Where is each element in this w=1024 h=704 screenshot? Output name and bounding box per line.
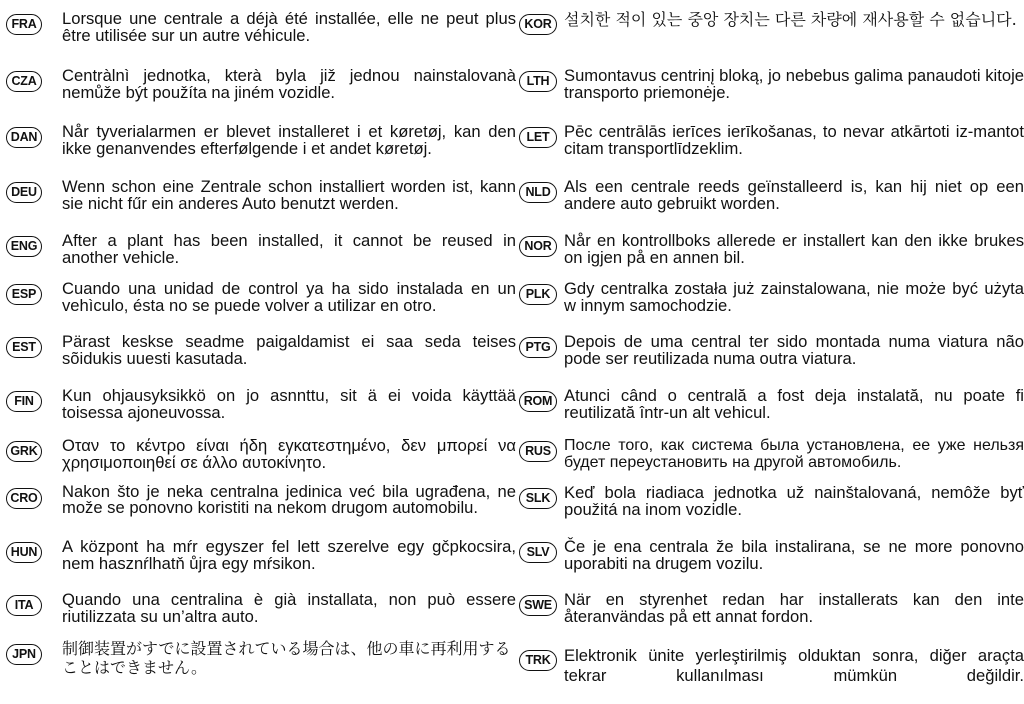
language-code-badge: DEU [6, 182, 42, 203]
language-code-badge: PLK [519, 284, 557, 305]
notice-text: Gdy centralka została już zainstalowana, nie może być użyta w innym samochodzie. [564, 279, 1024, 315]
language-code-badge: GRK [6, 441, 42, 462]
language-code-badge: CZA [6, 71, 42, 92]
notice-text: Elektronik ünite yerleştirilmiş olduktan sonra, diğer araçta tekrar kullanılması mümkün değildir. [564, 646, 1024, 685]
language-code-badge: LTH [519, 71, 557, 92]
notice-text: Når tyverialarmen er blevet installeret i et køretøj, kan den ikke genanvendes efterfølgende i et andet køretøj. [62, 122, 516, 158]
notice-text: 制御装置がすでに設置されている場合は、他の車に再利用することはできません。 [62, 641, 511, 677]
language-code-badge: DAN [6, 127, 42, 148]
notice-text: Depois de uma central ter sido montada numa viatura não pode ser reutilizada numa outra viatura. [564, 332, 1024, 368]
notice-text: После того, как система была установлена, ее уже нельзя будет переустановить на другой автомобиль. [564, 437, 1024, 471]
language-code-badge: TRK [519, 650, 557, 671]
notice-text: Als een centrale reeds geïnstalleerd is, kan hij niet op een andere auto gebruikt worden. [564, 177, 1024, 213]
notice-text: Centràlnì jednotka, kterà byla již jednou nainstalovanà nemůže být použíta na jiném vozidle. [62, 66, 516, 102]
language-code-badge: FIN [6, 391, 42, 412]
notice-text: Lorsque une centrale a déjà été installée, elle ne peut plus être utilisée sur un autre véhicule. [62, 9, 516, 45]
language-code-badge: FRA [6, 14, 42, 35]
language-code-badge: SLK [519, 488, 557, 509]
notice-text: Cuando una unidad de control ya ha sido instalada en un vehìculo, ésta no se puede volver a utilizar en otro. [62, 279, 516, 315]
language-code-badge: ROM [519, 391, 557, 412]
notice-text: 설치한 적이 있는 중앙 장치는 다른 차량에 재사용할 수 없습니다. [564, 10, 1017, 29]
notice-text: Quando una centralina è già installata, non può essere riutilizzata su un’altra auto. [62, 590, 516, 626]
language-code-badge: CRO [6, 488, 42, 509]
notice-text: Wenn schon eine Zentrale schon installiert worden ist, kann sie nicht fűr ein anderes Auto benutzt werden. [62, 177, 516, 213]
language-code-badge: EST [6, 337, 42, 358]
notice-text: Nakon što je neka centralna jedinica već bila ugrađena, ne može se ponovno koristiti na nekom drugom automobilu. [62, 482, 516, 517]
notice-text: Οταν το κέντρο είναι ήδη εγκατεστημένο, δεν μπορεί να χρησιμοποιηθεί σε άλλο αυτοκίνητο. [62, 436, 516, 472]
notice-text: Når en kontrollboks allerede er installert kan den ikke brukes on igjen på en annen bil. [564, 231, 1024, 267]
notice-text: Pärast keskse seadme paigaldamist ei saa seda teises sõidukis uuesti kasutada. [62, 332, 516, 368]
language-code-badge: ESP [6, 284, 42, 305]
language-code-badge: NLD [519, 182, 557, 203]
language-code-badge: RUS [519, 441, 557, 462]
notice-text: Pēc centrālās ierīces ierīkošanas, to nevar atkārtoti iz-mantot citam transportlīdzeklim. [564, 122, 1024, 158]
notice-text: Keď bola riadiaca jednotka už nainštalovaná, nemôže byť použitá na inom vozidle. [564, 483, 1024, 519]
notice-text: Če je ena centrala že bila instalirana, se ne more ponovno uporabiti na drugem vozilu. [564, 537, 1024, 573]
language-code-badge: SLV [519, 542, 557, 563]
language-code-badge: SWE [519, 595, 557, 616]
language-code-badge: NOR [519, 236, 557, 257]
language-code-badge: PTG [519, 337, 557, 358]
language-code-badge: JPN [6, 644, 42, 665]
right-language-column [512, 0, 1024, 704]
notice-text: A központ ha mŕr egyszer fel lett szerelve egy gčpkocsira, nem hasznŕlhatň ůjra egy mŕsikon. [62, 537, 516, 573]
notice-text: Atunci când o centrală a fost deja instalată, nu poate fi reutilizată într-un alt vehicul. [564, 386, 1024, 422]
language-code-badge: ENG [6, 236, 42, 257]
notice-text: När en styrenhet redan har installerats kan den inte återanvändas på ett annat fordon. [564, 590, 1024, 626]
language-code-badge: HUN [6, 542, 42, 563]
language-code-badge: ITA [6, 595, 42, 616]
notice-text: Kun ohjausyksikkö on jo asnnttu, sit ä ei voida käyttää toisessa ajoneuvossa. [62, 386, 516, 422]
notice-text: After a plant has been installed, it cannot be reused in another vehicle. [62, 231, 516, 267]
notice-text: Sumontavus centrinį bloką, jo nebebus galima panaudoti kitoje transporto priemonėje. [564, 66, 1024, 102]
language-code-badge: LET [519, 127, 557, 148]
language-code-badge: KOR [519, 14, 557, 35]
